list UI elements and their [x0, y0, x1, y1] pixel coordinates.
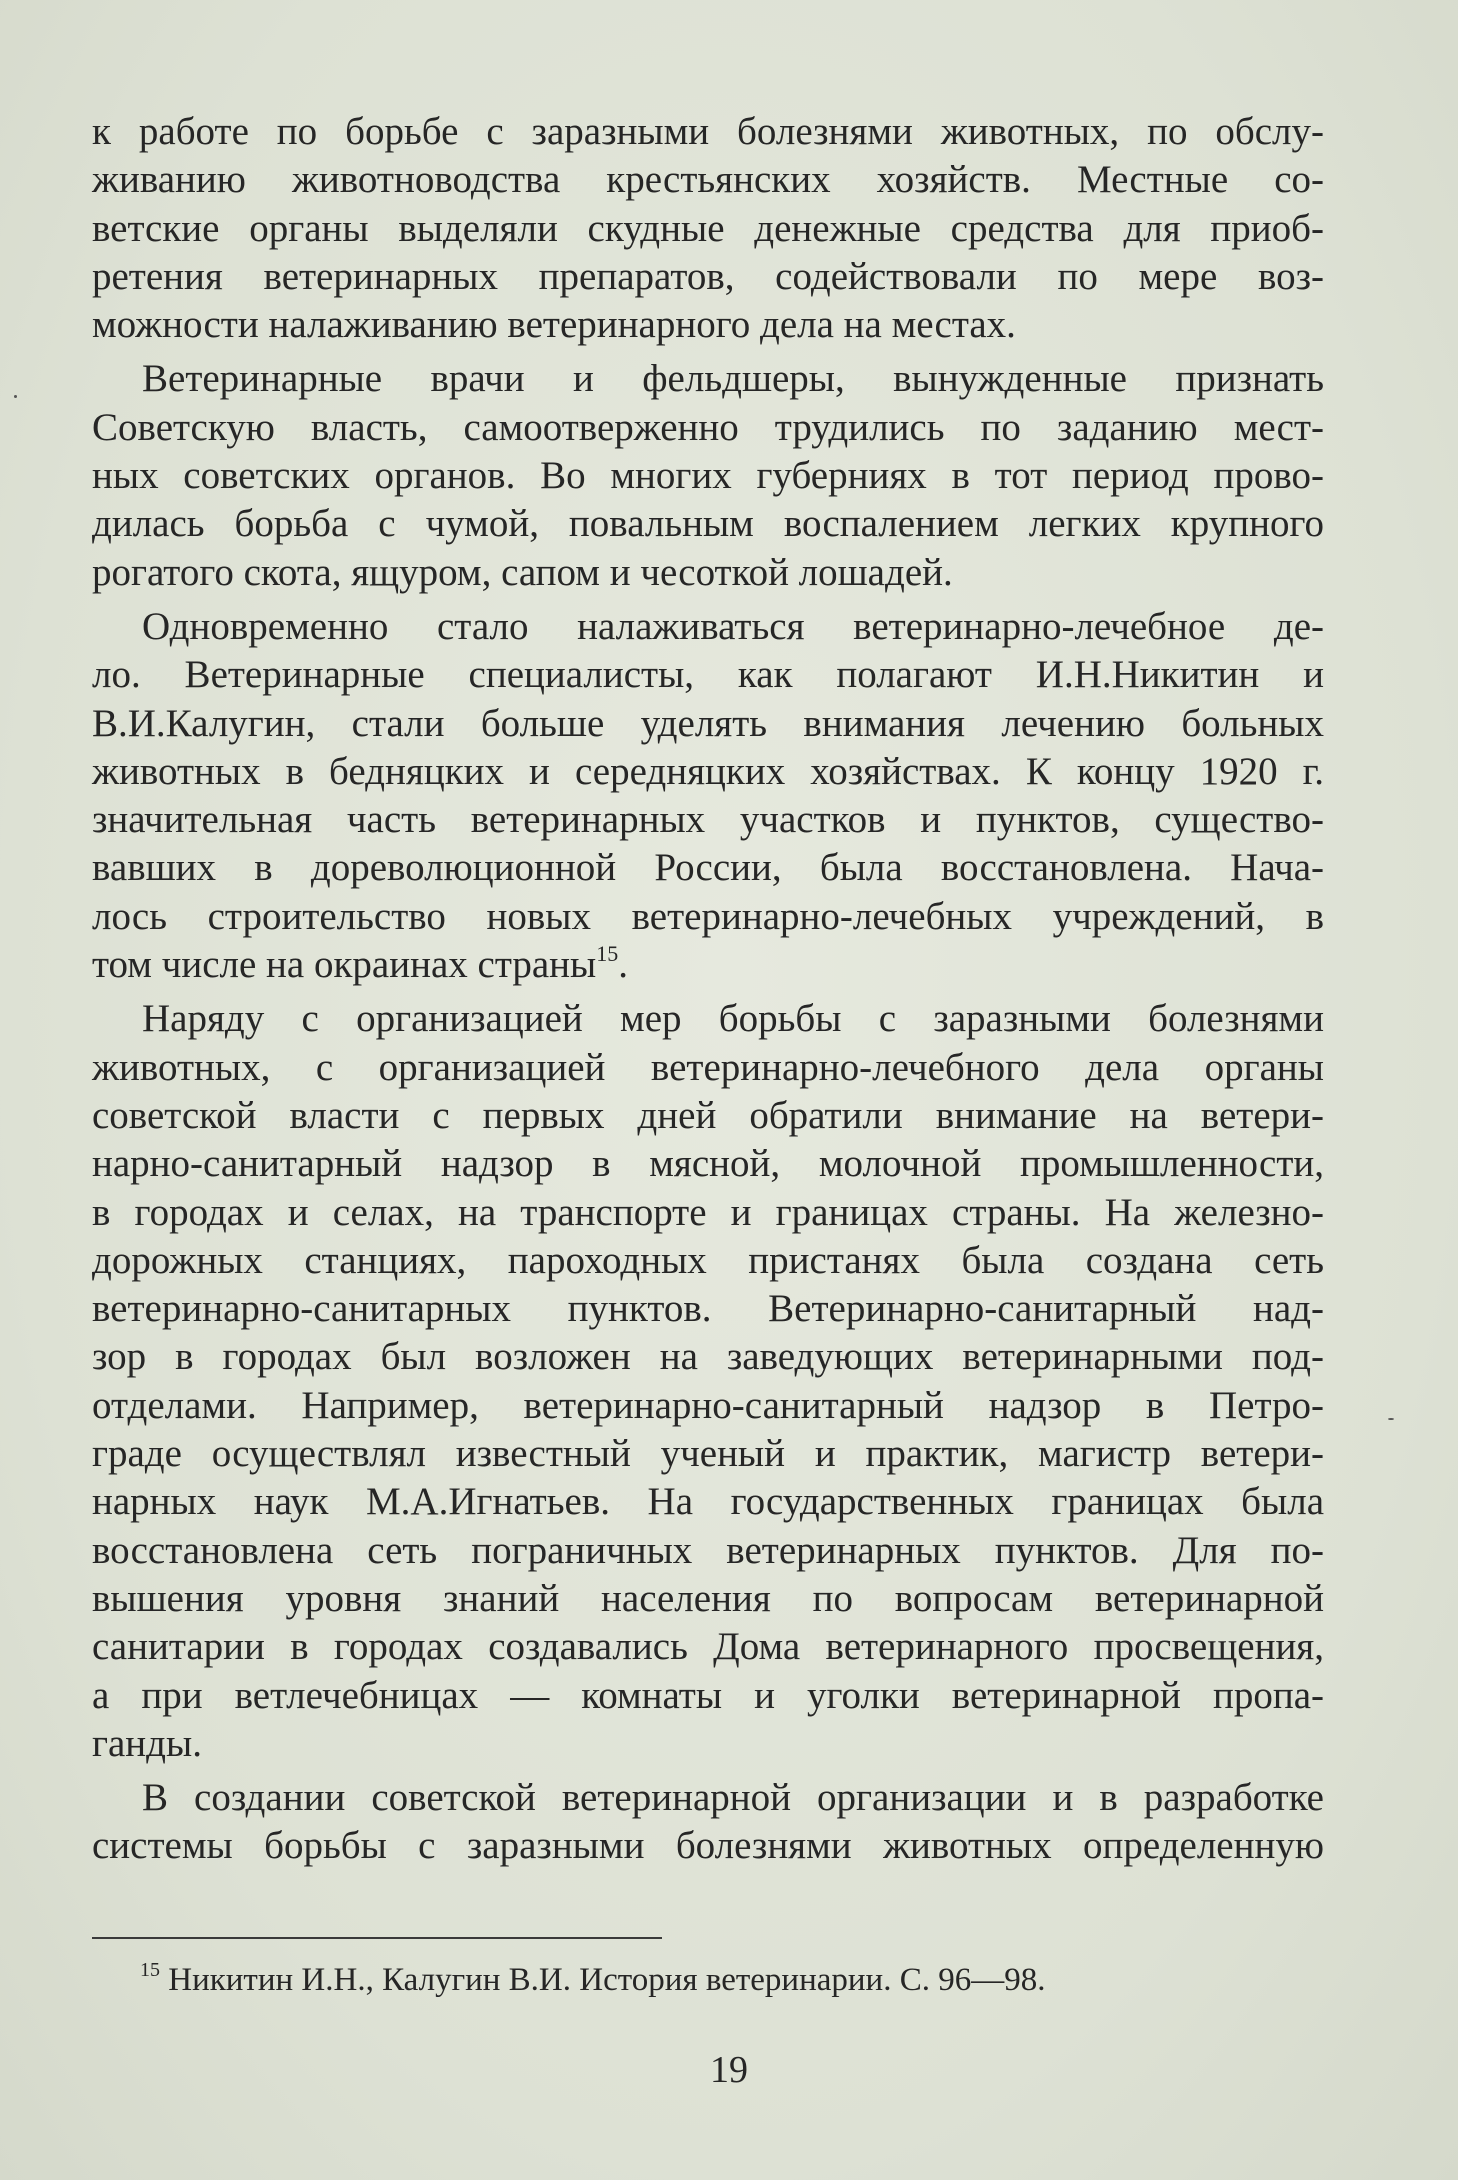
text-line: В создании советской ветеринарной организации и в разработке: [142, 1776, 1324, 1820]
footnote-text: Никитин И.Н., Калугин В.И. История ветеринарии. С. 96—98.: [160, 1962, 1046, 1998]
footnote-reference[interactable]: 15: [596, 941, 619, 967]
text-line: В.И.Калугин, стали больше уделять внимания лечению больных: [92, 701, 1324, 745]
main-text: [92, 108, 1324, 1877]
text-line: ных советских органов. Во многих губерниях в тот период прово-: [92, 454, 1324, 498]
text-line: животных в бедняцких и середняцких хозяйствах. К концу 1920 г.: [92, 749, 1324, 793]
text-line: рогатого скота, ящуром, сапом и чесоткой лошадей.: [92, 550, 953, 594]
text-line: живанию животноводства крестьянских хозяйств. Местные со-: [92, 158, 1324, 202]
text-line: ветские органы выделяли скудные денежные средства для приоб-: [92, 206, 1324, 250]
footnote: [140, 1960, 1045, 2000]
text-line: Ветеринарные врачи и фельдшеры, вынужденные признать: [142, 357, 1324, 401]
text-line: зор в городах был возложен на заведующих ветеринарными под-: [92, 1335, 1324, 1379]
page-number: 19: [710, 2049, 748, 2091]
text-line: ретения ветеринарных препаратов, содействовали по мере воз-: [92, 254, 1324, 298]
text-line: системы борьбы с заразными болезнями животных определенную: [92, 1824, 1324, 1868]
paragraph: [92, 995, 1324, 1768]
text-line: нарных наук М.А.Игнатьев. На государственных границах была: [92, 1480, 1324, 1524]
text-line: ганды.: [92, 1721, 202, 1765]
text-line: [92, 941, 1324, 989]
text-line-content: том числе на окраинах страны: [92, 943, 597, 987]
sentence-period: .: [618, 943, 628, 987]
text-line: животных, с организацией ветеринарно-лечебного дела органы: [92, 1045, 1324, 1089]
text-line: нарно-санитарный надзор в мясной, молочной промышленности,: [92, 1142, 1324, 1186]
text-line: к работе по борьбе с заразными болезнями животных, по обслу-: [92, 110, 1324, 153]
text-line: дорожных станциях, пароходных пристанях была создана сеть: [92, 1238, 1324, 1282]
text-line: отделами. Например, ветеринарно-санитарный надзор в Петро-: [92, 1383, 1324, 1427]
paragraph: [92, 1774, 1324, 1871]
text-line: лось строительство новых ветеринарно-лечебных учреждений, в: [92, 894, 1324, 938]
paragraph: [92, 603, 1324, 989]
text-line: можности налаживанию ветеринарного дела на местах.: [92, 303, 1016, 347]
text-line: в городах и селах, на транспорте и границах страны. На железно-: [92, 1190, 1324, 1234]
text-line: дилась борьба с чумой, повальным воспалением легких крупного: [92, 502, 1324, 546]
text-line: а при ветлечебницах — комнаты и уголки ветеринарной пропа-: [92, 1673, 1324, 1717]
text-line: санитарии в городах создавались Дома ветеринарного просвещения,: [92, 1625, 1324, 1669]
text-line: Советскую власть, самоотверженно трудились по заданию мест-: [92, 405, 1324, 449]
text-line: восстановлена сеть пограничных ветеринарных пунктов. Для по-: [92, 1528, 1324, 1572]
paragraph: [92, 108, 1324, 349]
text-line: вавших в дореволюционной России, была восстановлена. Нача-: [92, 846, 1324, 890]
paper-speck: [14, 395, 17, 398]
footnote-divider: [92, 1937, 662, 1939]
footnote-marker: 15: [140, 1959, 160, 1981]
text-line: ло. Ветеринарные специалисты, как полагают И.Н.Никитин и: [92, 653, 1324, 697]
text-line: вышения уровня знаний населения по вопросам ветеринарной: [92, 1576, 1324, 1620]
text-line: Одновременно стало налаживаться ветеринарно-лечебное де-: [142, 604, 1324, 648]
text-line: Наряду с организацией мер борьбы с заразными болезнями: [142, 997, 1324, 1041]
paragraph: [92, 355, 1324, 596]
text-line: граде осуществлял известный ученый и практик, магистр ветери-: [92, 1432, 1324, 1476]
text-line: ветеринарно-санитарных пунктов. Ветеринарно-санитарный над-: [92, 1287, 1324, 1331]
text-line: значительная часть ветеринарных участков и пунктов, существо-: [92, 798, 1324, 842]
text-line: советской власти с первых дней обратили внимание на ветери-: [92, 1093, 1324, 1137]
paper-speck: [1388, 1418, 1394, 1420]
